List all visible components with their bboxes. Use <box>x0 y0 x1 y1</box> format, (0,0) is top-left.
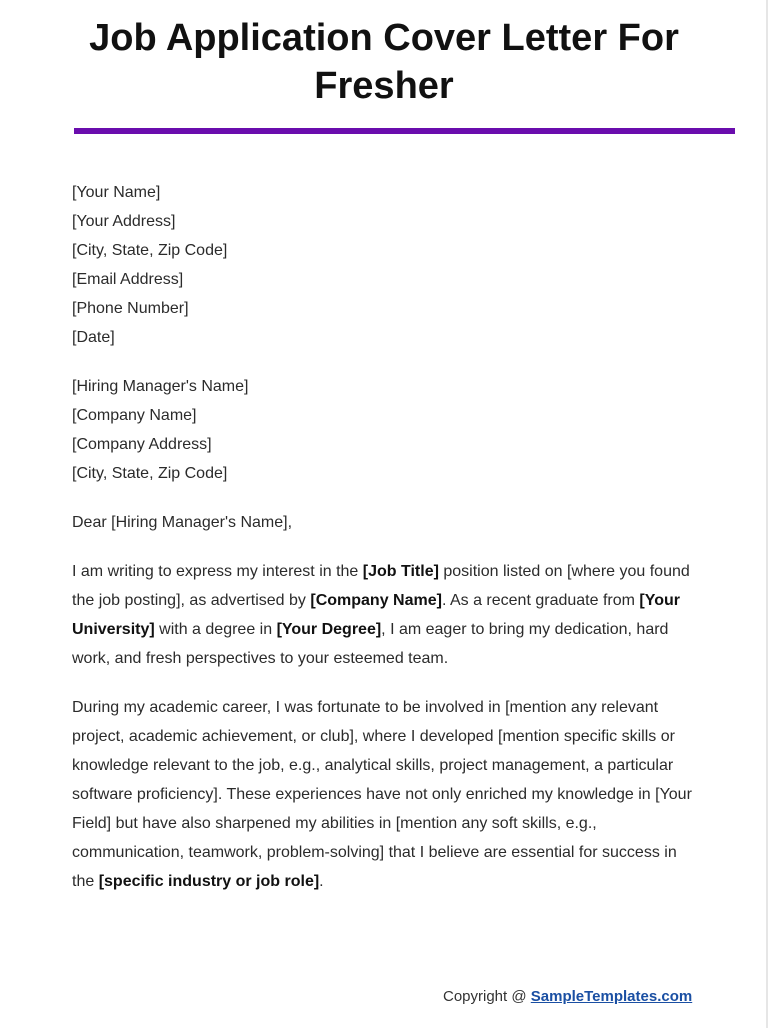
p1-text-1: I am writing to express my interest in the <box>72 563 363 580</box>
sender-name: [Your Name] <box>72 184 161 201</box>
sender-phone: [Phone Number] <box>72 300 189 317</box>
sampletemplates-link[interactable]: SampleTemplates.com <box>530 988 693 1005</box>
p1-text-2: position listed on [where you found the job posting], as advertised by <box>72 563 690 609</box>
title-divider <box>74 128 735 134</box>
salutation-text: Dear [Hiring Manager's Name], <box>72 514 293 531</box>
p1-text-3: . As a recent graduate from <box>441 592 640 609</box>
p1-company-name: [Company Name] <box>310 592 442 609</box>
recipient-company: [Company Name] <box>72 407 197 424</box>
recipient-city-state-zip: [City, State, Zip Code] <box>72 465 228 482</box>
paragraph-academic <box>72 693 698 896</box>
sender-city-state-zip: [City, State, Zip Code] <box>72 242 228 259</box>
paragraph-interest <box>72 557 698 673</box>
recipient-name: [Hiring Manager's Name] <box>72 378 249 395</box>
sender-address: [Your Address] <box>72 213 176 230</box>
letter-date: [Date] <box>72 329 115 346</box>
p1-degree: [Your Degree] <box>276 621 382 638</box>
recipient-company-address: [Company Address] <box>72 436 212 453</box>
copyright-prefix: Copyright @ <box>443 988 531 1005</box>
letter-body <box>72 178 698 916</box>
p1-text-5: , I am eager to bring my dedication, hard work, and fresh perspectives to your esteemed team. <box>72 621 669 667</box>
p1-university: [Your University] <box>72 592 680 638</box>
p1-text-4: with a degree in <box>154 621 277 638</box>
p2-text-2: . <box>319 873 324 890</box>
recipient-address-block <box>72 372 698 488</box>
sender-address-block <box>72 178 698 352</box>
salutation <box>72 508 698 537</box>
sender-email: [Email Address] <box>72 271 184 288</box>
copyright-footer <box>443 986 692 1008</box>
page-title: Job Application Cover Letter For Fresher <box>89 17 679 107</box>
p2-industry-role: [specific industry or job role] <box>98 873 320 890</box>
p1-job-title: [Job Title] <box>362 563 439 580</box>
p2-text-1: During my academic career, I was fortunate to be involved in [mention any relevant project, academic achievement, or club], where I developed [mention specific skills or knowledge relevant to the job, e.g., analytical skills, project management, a particular software proficiency]. These experiences have not only enriched my knowledge in [Your Field] but have also sharpened my abilities in [mention any soft skills, e.g., communication, teamwork, problem-solving] that I believe are essential for success in the <box>72 699 692 890</box>
